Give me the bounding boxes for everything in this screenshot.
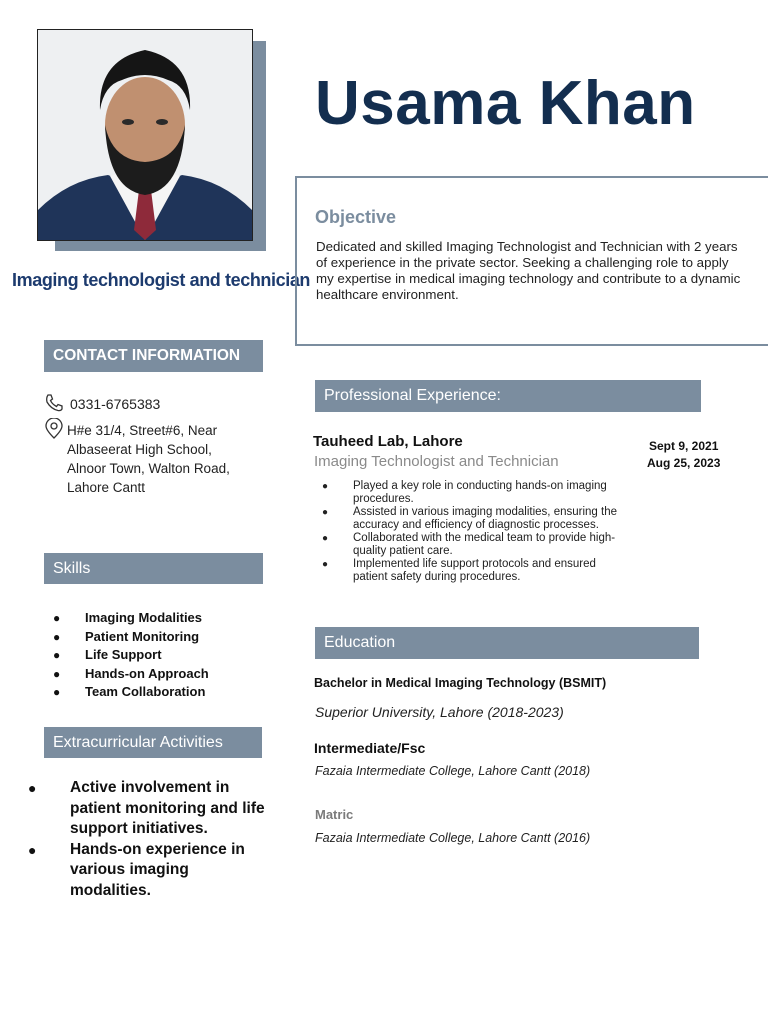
bullet-icon: ● [322,507,329,518]
objective-title: Objective [315,207,397,227]
skills-list [53,609,209,702]
bullet-icon: ● [53,685,61,699]
skills-section-header: Skills [44,553,263,584]
skill-label: Patient Monitoring [85,628,200,644]
bullet-icon: ● [322,533,329,544]
duty-item [322,480,632,506]
job-start-date: Sept 9, 2021 [649,439,719,453]
bullet-icon: ● [322,559,329,570]
education-section-header: Education [315,627,699,659]
duty-item [322,506,632,532]
contact-address [67,421,230,497]
skill-item [53,646,209,665]
education-degree: Matric [315,807,354,822]
duty-item [322,558,632,584]
bullet-icon: ● [53,611,61,625]
candidate-name: Usama Khan [315,69,696,138]
contact-phone: 0331-6765383 [70,396,161,412]
duty-text: Implemented life support protocols and ensured patient safety during procedures. [353,558,596,583]
profile-photo-illustration [38,30,252,240]
skill-label: Life Support [85,647,162,662]
bullet-icon: ● [53,629,61,644]
duty-text: Collaborated with the medical team to provide high-quality patient care. [353,532,616,557]
education-school: Fazaia Intermediate College, Lahore Cantt (2018) [315,764,591,778]
extracurricular-text: Active involvement in patient monitoring and life support initiatives. [70,779,265,837]
education-degree: Intermediate/Fsc [314,740,426,756]
skill-item [53,683,209,702]
skill-item [53,665,209,684]
education-school: Superior University, Lahore (2018-2023) [315,704,564,720]
address-line: Alnoor Town, Walton Road, [67,461,230,476]
bullet-icon: ● [53,666,61,681]
address-line: H#e 31/4, Street#6, Near [67,423,218,438]
education-degree: Bachelor in Medical Imaging Technology (BSMIT) [314,676,607,690]
bullet-icon: ● [322,481,329,492]
contact-section-header: CONTACT INFORMATION [44,340,263,372]
extracurricular-text: Hands-on experience in various imaging modalities. [70,840,245,899]
job-headline: Imaging technologist and technician [12,270,311,290]
extracurricular-item [28,778,273,840]
job-role: Imaging Technologist and Technician [314,453,559,470]
duty-text: Played a key role in conducting hands-on imaging procedures. [353,480,607,505]
extracurricular-item [28,840,273,902]
skill-label: Imaging Modalities [85,610,203,625]
job-end-date: Aug 25, 2023 [647,456,721,470]
extracurricular-list [28,778,273,901]
address-line: Lahore Cantt [67,480,146,495]
skill-label: Team Collaboration [85,684,206,699]
bullet-icon: ● [53,648,61,662]
bullet-icon: ● [28,780,37,796]
profile-photo [37,29,253,241]
education-school: Fazaia Intermediate College, Lahore Cantt (2016) [315,831,591,845]
skill-item [53,609,209,628]
experience-section-header: Professional Experience: [315,380,701,412]
extracurricular-section-header: Extracurricular Activities [44,727,262,758]
bullet-icon: ● [28,841,37,858]
job-duties-list [322,480,632,584]
duty-text: Assisted in various imaging modalities, ensuring the accuracy and efficiency of diagnostic processes. [353,506,617,531]
skill-item [53,628,209,647]
job-company: Tauheed Lab, Lahore [313,433,463,450]
duty-item [322,532,632,558]
location-pin-icon [44,418,64,440]
skill-label: Hands-on Approach [85,665,209,681]
objective-text: Dedicated and skilled Imaging Technologist and Technician with 2 years of experience in the private sector. Seeking a challenging role to apply my expertise in medical imaging technology and contribute to a dynamic healthcare environment. [316,239,741,302]
address-line: Albaseerat High School, [67,442,212,457]
phone-icon [44,393,64,413]
